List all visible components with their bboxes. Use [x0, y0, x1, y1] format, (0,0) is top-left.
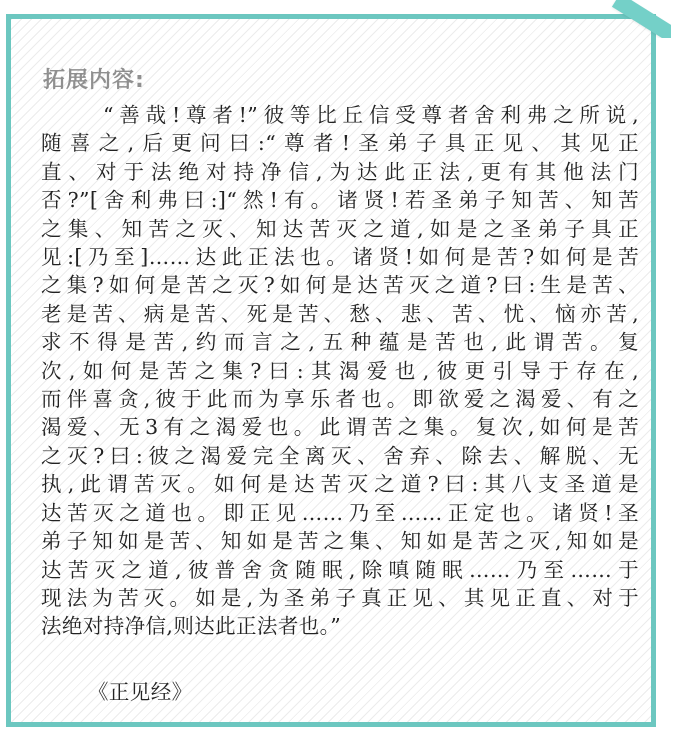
content-frame — [6, 14, 656, 727]
text-line: 求不得是苦,约而言之,五种蕴是苦也,此谓苦。复 — [41, 330, 639, 355]
text-line: 之集、知苦之灭、知达苦灭之道,如是之圣弟子具正 — [41, 216, 639, 241]
corner-tape-decoration — [601, 0, 671, 38]
tape-strip — [612, 0, 671, 38]
text-line: 执,此谓苦灭。如何是达苦灭之道?曰:其八支圣道是 — [41, 472, 639, 497]
text-line: 而伴喜贪,彼于此而为享乐者也。即欲爱之渴爱、有之 — [41, 387, 639, 412]
text-line: 法绝对持净信,则达此正法者也。” — [41, 614, 342, 639]
text-line: 老是苦、病是苦、死是苦、愁、悲、苦、忧、恼亦苦, — [41, 301, 639, 326]
text-line: 弟子知如是苦、知如是苦之集、知如是苦之灭,知如是 — [41, 529, 639, 554]
text-line: 达苦灭之道也。即正见……乃至……正定也。诸贤!圣 — [41, 500, 639, 525]
text-line: 之灭?曰:彼之渴爱完全离灭、舍弃、除去、解脱、无 — [41, 443, 639, 468]
text-line: 见:[乃至]……达此正法也。诸贤!如何是苦?如何是苦 — [41, 245, 639, 270]
section-heading: 拓展内容: — [43, 68, 145, 93]
scripture-text — [41, 101, 639, 641]
text-line: 达苦灭之道,彼普舍贪随眠,除嗔随眠……乃至……于 — [41, 557, 639, 582]
text-line: 否?”[舍利弗曰:]“然!有。诸贤!若圣弟子知苦、知苦 — [41, 188, 639, 213]
source-citation: 《正见经》 — [88, 680, 193, 704]
text-line: 次,如何是苦之集?曰:其渴爱也,彼更引导于存在, — [41, 358, 639, 383]
text-line: 直、对于法绝对持净信,为达此正法,更有其他法门 — [41, 159, 639, 184]
text-line: 随喜之,后更问曰:“尊者!圣弟子具正见、其见正 — [41, 131, 639, 156]
text-line: 现法为苦灭。如是,为圣弟子真正见、其见正直、对于 — [41, 585, 639, 610]
text-line: “善哉!尊者!”彼等比丘信受尊者舍利弗之所说, — [103, 103, 639, 127]
text-line: 之集?如何是苦之灭?如何是达苦灭之道?曰:生是苦、 — [41, 273, 639, 298]
text-line: 渴爱、无3有之渴爱也。此谓苦之集。复次,如何是苦 — [41, 415, 639, 440]
